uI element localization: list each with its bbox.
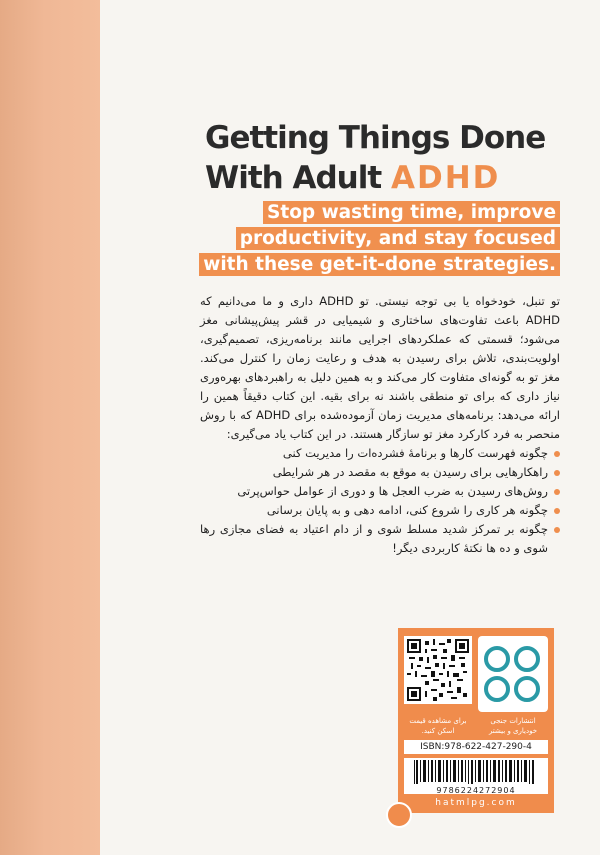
barcode-icon (404, 758, 548, 786)
list-item: راهکارهایی برای رسیدن به موقع به مقصد در هر شرایطی (200, 463, 560, 482)
list-item: چگونه هر کاری را شروع کنی، ادامه دهی و به پایان برسانی (200, 501, 560, 520)
tagline (198, 200, 560, 278)
learning-list (200, 444, 560, 558)
publisher-logo (478, 636, 548, 712)
title-accent: ADHD (391, 160, 501, 196)
title-line-2: With Adult (205, 160, 382, 196)
list-item: چگونه بر تمرکز شدید مسلط شوی و از دام اعتیاد به فضای مجازی رها شوی و ده ها نکتهٔ کاربردی دیگر! (200, 520, 560, 558)
publisher-panel (398, 628, 554, 813)
publisher-logo-icon (478, 636, 548, 712)
qr-caption: برای مشاهده قیمت اسکن کنید. (409, 717, 467, 735)
list-item: چگونه فهرست کارها و برنامهٔ فشرده‌ات را مدیریت کنی (200, 444, 560, 463)
title-line-1: Getting Things Done (205, 120, 546, 156)
list-item: روش‌های رسیدن به ضرب العجل ها و دوری از عوامل حواس‌پرتی (200, 482, 560, 501)
qr-code-icon (407, 639, 469, 701)
book-title (205, 118, 585, 198)
website-url[interactable]: hatmlpg.com (435, 798, 517, 808)
barcode-number: 9786224272904 (436, 786, 516, 795)
book-spine (0, 0, 100, 855)
qr-code[interactable] (404, 636, 472, 704)
tagline-text: Stop wasting time, improve productivity, and stay focused with these get-it-done strategies. (199, 201, 560, 276)
publisher-badge-icon (386, 802, 412, 828)
publisher-caption: انتشارات جنجی خودیاری و بیشتر (488, 717, 538, 735)
isbn-label: ISBN:978-622-427-290-4 (404, 740, 548, 754)
description-paragraph: تو تنبل، خودخواه یا بی توجه نیستی. تو ADHD داری و ما می‌دانیم که ADHD باعث تفاوت‌های ساختاری و شیمیایی در قشر پیش‌پیشانی مغز می‌شود؛ قسمتی که عملکردهای اجرایی مانند برنامه‌ریزی، تصمیم‌گیری، اولویت‌بندی، تلاش برای رسیدن به هدف و رعایت زمان را کنترل می‌کند. مغز تو به گونه‌ای متفاوت کار می‌کند و به همین دلیل به راهبردهای بهره‌وری نیاز داری که برای تو منطقی باشند نه برای بقیه. این کتاب دقیقاً همین را ارائه می‌دهد: برنامه‌های مدیریت زمان آزموده‌شده برای ADHD که با روش منحصر به فرد کارکرد مغز تو سازگار هستند. در این کتاب یاد می‌گیری: (200, 294, 560, 441)
description (200, 292, 560, 558)
